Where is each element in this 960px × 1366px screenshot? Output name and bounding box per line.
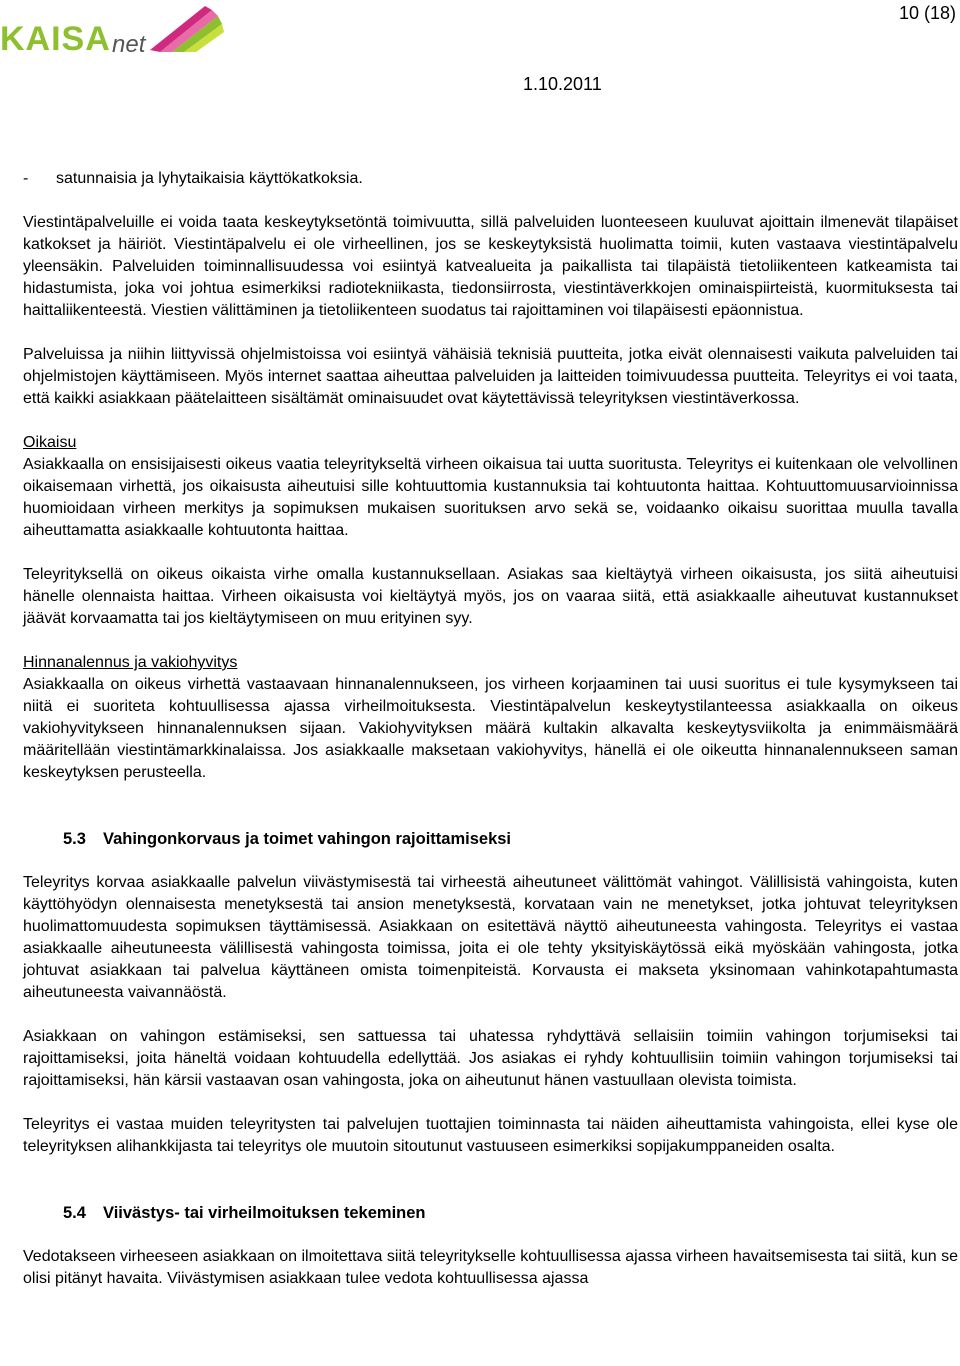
paragraph: Viestintäpalveluille ei voida taata keskeytyksetöntä toimivuutta, sillä palveluiden luonteeseen kuuluvat ajoittain ilmenevät tilapäiset katkokset ja häiriöt. Viestintäpalvelu ei ole virheellinen, jos se keskeytyksistä huolimatta toimii, kuten vastaava viestintäpalvelu yleensäkin. Palveluiden toiminnallisuudessa voi esiintyä katvealueita ja paikallista tai tilapäistä tietoliikenteen katkeamista tai hidastumista, joka voi johtua esimerkiksi radiotekniikasta, tiedonsiirrosta, viestintäverkkojen ominaispiirteistä, kuormituksesta tai haittaliikenteestä. Viestien välittäminen ja tietoliikenteen suodatus tai rajoittaminen voi tilapäisesti epäonnistua. bbox=[23, 214, 958, 319]
section-heading-5-3 bbox=[23, 828, 958, 850]
logo-text-net: net bbox=[112, 31, 146, 58]
bullet-dash: - bbox=[23, 170, 29, 187]
bullet-item bbox=[23, 168, 958, 190]
section-heading-5-4 bbox=[23, 1202, 958, 1224]
document-body bbox=[23, 168, 958, 1290]
section-number: 5.4 bbox=[63, 1204, 86, 1222]
logo-swoosh bbox=[150, 6, 224, 52]
section-title: Vahingonkorvaus ja toimet vahingon rajoittamiseksi bbox=[103, 830, 512, 848]
paragraph: Teleyritys korvaa asiakkaalle palvelun viivästymisestä tai virheestä aiheutuneet välittömät vahingot. Välillisistä vahingoista, kuten käyttöhyödyn olennaisesta menetyksestä tai ansion menetyksestä, korvataan vain ne menetykset, jotka johtuvat teleyrityksen huolimattomuudesta sopimuksen täyttämisessä. Asiakkaan on esitettävä näyttö aiheutuneesta vahingosta. Teleyritys ei vastaa asiakkaalle aiheutuneesta välillisestä vahingosta toimissa, joita ei ole tehty yksityiskäytössä eikä myöskään vahingosta, jotka johtuvat asiakkaan tai palvelua käyttäneen omista toimenpiteistä. Korvausta ei makseta yksinomaan vahinkotapahtumasta aiheutuneesta vaivannäöstä. bbox=[23, 874, 958, 1001]
page-number: 10 (18) bbox=[898, 3, 956, 23]
paragraph: Asiakkaalla on oikeus virhettä vastaavaan hinnanalennukseen, jos virheen korjaaminen tai uusi suoritus ei tule kysymykseen tai niitä ei suoriteta kohtuullisessa ajassa virheilmoituksesta. Viestintäpalvelun keskeytystilanteessa asiakkaalla on oikeus vakiohyvitykseen hinnanalennuksen sijaan. Vakiohyvityksen määrä kultakin alkavalta keskeytysviikolta ja enimmäismäärä määritellään viestintämarkkinalaissa. Jos asiakkaalle maksetaan vakiohyvitys, hänellä ei ole oikeutta hinnanalennukseen saman keskeytyksen perusteella. bbox=[23, 676, 958, 781]
logo-text: KAISA bbox=[0, 20, 111, 58]
subheading-oikaisu: Oikaisu bbox=[23, 434, 77, 451]
kaisanet-logo bbox=[0, 0, 230, 62]
section-number: 5.3 bbox=[63, 830, 86, 848]
paragraph: Vedotakseen virheeseen asiakkaan on ilmoitettava siitä teleyritykselle kohtuullisessa ajassa virheen havaitsemisesta tai siitä, kun se olisi pitänyt havaita. Viivästymisen asiakkaan tulee vedota kohtuullisessa ajassa bbox=[23, 1248, 958, 1287]
paragraph: Teleyrityksellä on oikeus oikaista virhe omalla kustannuksellaan. Asiakas saa kieltäytyä virheen oikaisusta, jos siitä aiheutuisi hänelle olennaista haittaa. Virheen oikaisusta voi kieltäytyä myös, jos on vaaraa siitä, että asiakkaalle aiheutuvat kustannukset jäävät korvaamatta tai jos kieltäytymiseen on muu erityinen syy. bbox=[23, 566, 958, 627]
paragraph: Asiakkaalla on ensisijaisesti oikeus vaatia teleyritykseltä virheen oikaisua tai uutta suoritusta. Teleyritys ei kuitenkaan ole velvollinen oikaisemaan virhettä, jos oikaisusta aiheutuisi sille kohtuuttomia kustannuksia tai kohtuutonta haittaa. Kohtuuttomuusarvioinnissa huomioidaan virheen merkitys ja sopimuksen mukaisen suorituksen arvo sekä se, voidaanko oikaisu suorittaa muulla tavalla aiheuttamatta asiakkaalle kohtuutonta haittaa. bbox=[23, 456, 958, 539]
paragraph: Asiakkaan on vahingon estämiseksi, sen sattuessa tai uhatessa ryhdyttävä sellaisiin toimiin vahingon torjumiseksi tai rajoittamiseksi, joita häneltä voidaan kohtuudella edellyttää. Jos asiakas ei ryhdy kohtuullisiin toimiin vahingon torjumiseksi tai rajoittamiseksi, hän kärsii vastaavan osan vahingosta, joka on aiheutunut hänen vastuullaan olevista toimista. bbox=[23, 1028, 958, 1089]
bullet-text: satunnaisia ja lyhytaikaisia käyttökatkoksia. bbox=[56, 170, 363, 187]
kaisanet-logo-graphic bbox=[0, 0, 230, 62]
subheading-hinnanalennus: Hinnanalennus ja vakiohyvitys bbox=[23, 654, 238, 671]
paragraph: Teleyritys ei vastaa muiden teleyritysten tai palvelujen tuottajien toiminnasta tai näiden aiheuttamista vahingoista, ellei kyse ole teleyrityksen alihankkijasta tai teleyritys ole muutoin sitoutunut vastuuseen esimerkiksi sopijakumppaneiden osalta. bbox=[23, 1116, 958, 1155]
paragraph: Palveluissa ja niihin liittyvissä ohjelmistoissa voi esiintyä vähäisiä teknisiä puutteita, jotka eivät olennaisesti vaikuta palveluiden tai ohjelmistojen käyttämiseen. Myös internet saattaa aiheuttaa palveluiden ja laitteiden toimivuudessa puutteita. Teleyritys ei voi taata, että kaikki asiakkaan päätelaitteen sisältämät ominaisuudet ovat käytettävissä teleyrityksen viestintäverkossa. bbox=[23, 346, 958, 407]
section-title: Viivästys- tai virheilmoituksen tekeminen bbox=[103, 1204, 426, 1222]
document-date: 1.10.2011 bbox=[523, 74, 602, 94]
